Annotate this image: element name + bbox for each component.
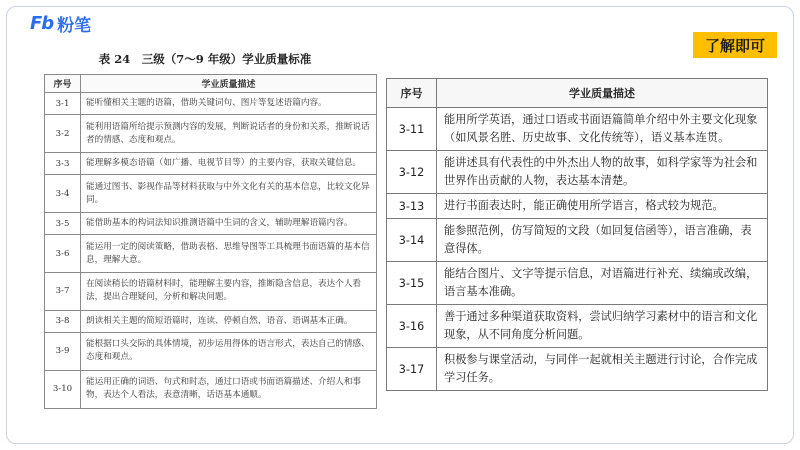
row-code: 3-5: [45, 213, 81, 235]
row-description: 能运用一定的阅读策略，借助表格、思维导图等工具梳理书面语篇的基本信息，理解大意。: [81, 235, 377, 273]
header-code: 序号: [45, 75, 81, 93]
logo-mark: Fb: [30, 12, 54, 34]
row-code: 3-8: [45, 310, 81, 332]
table-row: [45, 175, 377, 213]
row-code: 3-15: [387, 262, 437, 305]
row-code: 3-11: [387, 108, 437, 151]
row-code: 3-1: [45, 93, 81, 115]
row-description: 能结合图片、文字等提示信息，对语篇进行补充、续编或改编，语言基本准确。: [437, 262, 768, 305]
row-description: 能理解多模态语篇（如广播、电视节目等）的主要内容，获取关键信息。: [81, 153, 377, 175]
table-row: [387, 262, 768, 305]
row-description: 能讲述具有代表性的中外杰出人物的故事，如科学家等为社会和世界作出贡献的人物，表达基本清楚。: [437, 151, 768, 194]
table-row: [387, 305, 768, 348]
table-row: [45, 153, 377, 175]
row-code: 3-3: [45, 153, 81, 175]
row-code: 3-9: [45, 333, 81, 371]
table-header-row: [45, 75, 377, 93]
row-description: 能通过图书、影视作品等材料获取与中外文化有关的基本信息，比较文化异同。: [81, 175, 377, 213]
table-row: [387, 108, 768, 151]
table-row: [387, 219, 768, 262]
row-code: 3-16: [387, 305, 437, 348]
row-code: 3-17: [387, 348, 437, 391]
table-caption: 表 24 三级（7～9 年级）学业质量标准: [98, 52, 312, 66]
row-description: 能听懂相关主题的语篇，借助关键词句、图片等复述语篇内容。: [81, 93, 377, 115]
row-description: 进行书面表达时，能正确使用所学语言，格式较为规范。: [437, 194, 768, 219]
row-code: 3-7: [45, 273, 81, 311]
logo-text: 粉笔: [57, 15, 92, 36]
row-code: 3-10: [45, 370, 81, 408]
table-header-row: [387, 79, 768, 108]
row-code: 3-2: [45, 115, 81, 153]
row-code: 3-13: [387, 194, 437, 219]
table-row: [45, 93, 377, 115]
table-row: [45, 273, 377, 311]
table-row: [45, 333, 377, 371]
right-standards-table: [386, 78, 768, 391]
table-row: [45, 115, 377, 153]
row-description: 能根据口头交际的具体情境，初步运用得体的语言形式，表达自己的情感、态度和观点。: [81, 333, 377, 371]
row-description: 善于通过多种渠道获取资料，尝试归纳学习素材中的语言和文化现象，从不同角度分析问题。: [437, 305, 768, 348]
table-row: [387, 194, 768, 219]
header-code: 序号: [387, 79, 437, 108]
table-row: [45, 235, 377, 273]
header-desc: 学业质量描述: [81, 75, 377, 93]
table-row: [45, 213, 377, 235]
left-standards-table: [44, 74, 377, 409]
row-code: 3-14: [387, 219, 437, 262]
table-row: [45, 370, 377, 408]
row-description: 积极参与课堂活动，与同伴一起就相关主题进行讨论，合作完成学习任务。: [437, 348, 768, 391]
table-row: [387, 151, 768, 194]
header-desc: 学业质量描述: [437, 79, 768, 108]
row-description: 在阅读稍长的语篇材料时，能理解主要内容，推断隐含信息，表达个人看法，提出合理疑问，分析和解决问题。: [81, 273, 377, 311]
row-description: 能利用语篇所给提示预测内容的发展，判断说话者的身份和关系，推断说话者的情感、态度和观点。: [81, 115, 377, 153]
understand-only-badge: 了解即可: [693, 32, 777, 58]
brand-logo: [30, 12, 91, 34]
row-description: 能借助基本的构词法知识推测语篇中生词的含义，辅助理解语篇内容。: [81, 213, 377, 235]
row-code: 3-6: [45, 235, 81, 273]
row-code: 3-12: [387, 151, 437, 194]
row-description: 朗读相关主题的简短语篇时，连读、停顿自然，语音、语调基本正确。: [81, 310, 377, 332]
table-row: [387, 348, 768, 391]
row-code: 3-4: [45, 175, 81, 213]
row-description: 能运用正确的词语、句式和时态，通过口语或书面语篇描述、介绍人和事物，表达个人看法，表意清晰，话语基本通顺。: [81, 370, 377, 408]
table-row: [45, 310, 377, 332]
row-description: 能用所学英语，通过口语或书面语篇简单介绍中外主要文化现象（如风景名胜、历史故事、文化传统等），语义基本连贯。: [437, 108, 768, 151]
row-description: 能参照范例，仿写简短的文段（如回复信函等），语言准确，表意得体。: [437, 219, 768, 262]
